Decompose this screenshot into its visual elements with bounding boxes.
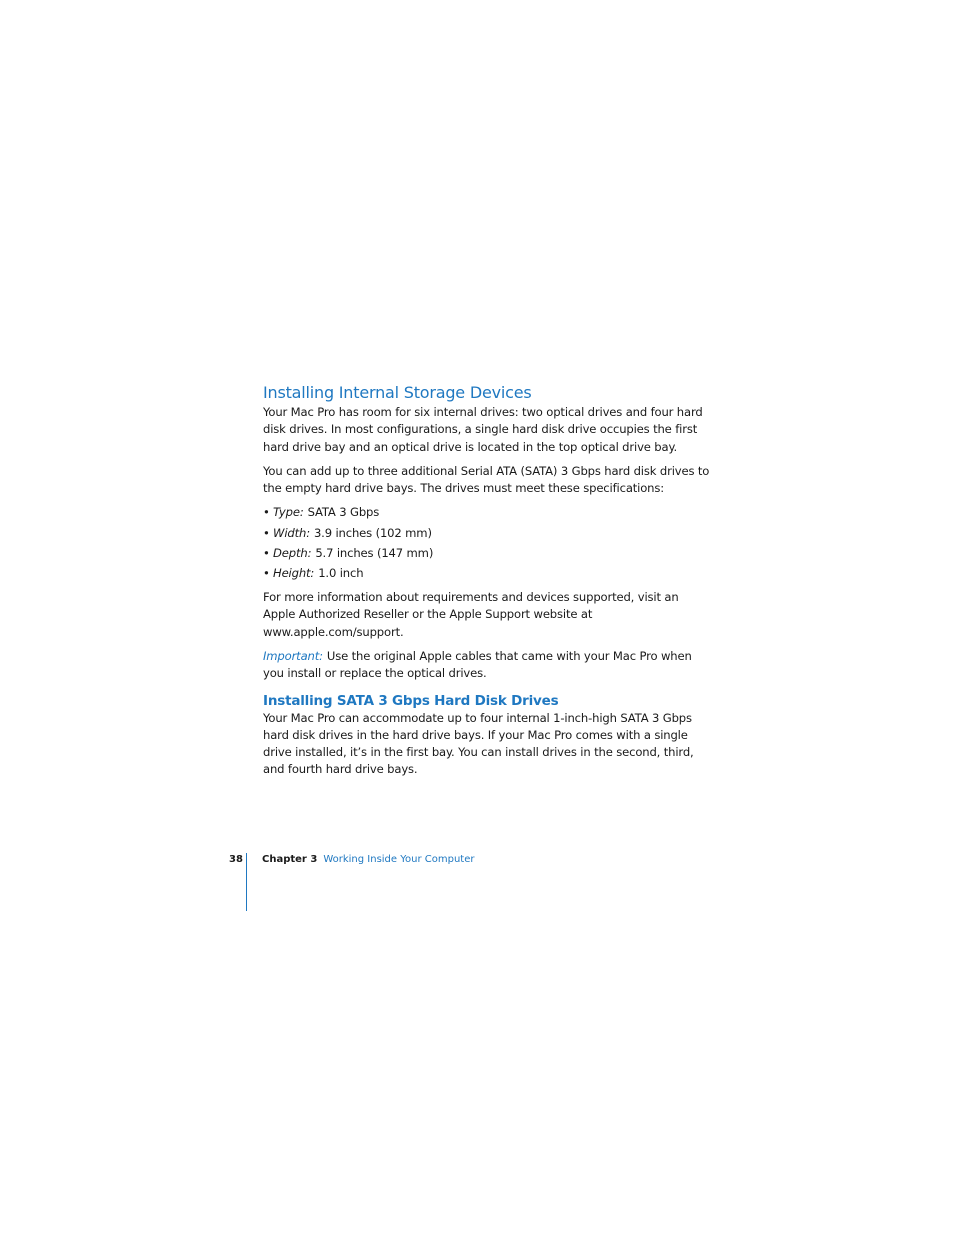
list-item — [263, 565, 713, 582]
section-title: Installing Internal Storage Devices — [263, 383, 532, 402]
spec-value: 3.9 inches (102 mm) — [313, 525, 432, 540]
list-item — [263, 504, 713, 521]
bullet-icon: • — [263, 545, 270, 560]
spec-value: SATA 3 Gbps — [307, 505, 380, 520]
chapter-label: Chapter 3 — [262, 854, 318, 865]
chapter-reference — [262, 854, 474, 865]
specifications-list — [263, 504, 713, 582]
chapter-title: Working Inside Your Computer — [323, 854, 475, 865]
list-item — [263, 545, 713, 562]
add-drives-paragraph: You can add up to three additional Serial ATA (SATA) 3 Gbps hard disk drives to the empty hard drive bays. The drives must meet these specifications: — [263, 463, 710, 496]
important-label: Important: — [263, 648, 323, 663]
important-text: Use the original Apple cables that came with your Mac Pro when you install or replace the optical drives. — [263, 648, 692, 681]
bullet-icon: • — [263, 565, 270, 580]
spec-value: 5.7 inches (147 mm) — [315, 545, 434, 560]
spec-label: Width: — [273, 525, 310, 540]
subsection-body: Your Mac Pro can accommodate up to four internal 1-inch-high SATA 3 Gbps hard disk drives in the hard drive bays. If your Mac Pro comes with a single drive installed, it’s in the first bay. You can install drives in the second, third, and fourth hard drive bays. — [263, 710, 694, 777]
footer-divider — [246, 853, 247, 911]
bullet-icon: • — [263, 525, 270, 540]
page-content — [263, 382, 713, 779]
section-intro: Your Mac Pro has room for six internal drives: two optical drives and four hard disk drives. In most configurations, a single hard disk drive occupies the first hard drive bay and an optical drive is located in the top optical drive bay. — [263, 405, 703, 454]
bullet-icon: • — [263, 505, 270, 520]
more-info-paragraph: For more information about requirements and devices supported, visit an Apple Authorized Reseller or the Apple Support website at www.apple.com/support. — [263, 590, 679, 639]
list-item — [263, 525, 713, 542]
spec-value: 1.0 inch — [318, 565, 364, 580]
subsection-title: Installing SATA 3 Gbps Hard Disk Drives — [263, 692, 559, 709]
important-note — [263, 648, 713, 683]
spec-label: Depth: — [273, 545, 312, 560]
spec-label: Height: — [273, 565, 315, 580]
page-number: 38 — [229, 854, 243, 865]
spec-label: Type: — [273, 505, 304, 520]
